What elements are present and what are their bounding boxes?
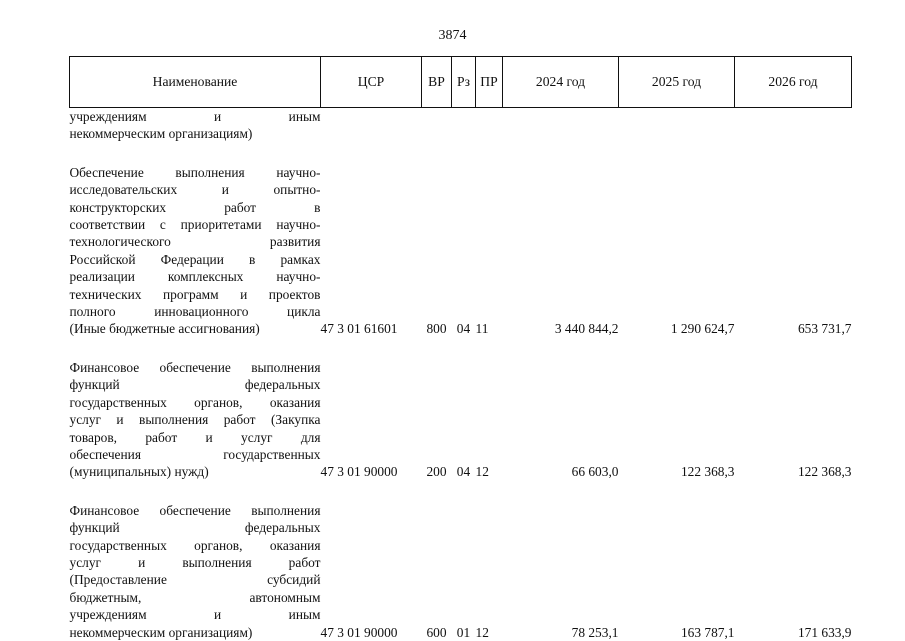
row-pr: 12 [475, 624, 489, 640]
row-csr [321, 108, 422, 143]
budget-table [69, 56, 852, 641]
row-rz [452, 108, 476, 143]
name-line: соответствии с приоритетами научно- [69, 217, 321, 233]
row-2025 [619, 108, 735, 143]
row-rz: 04 [456, 464, 471, 480]
header-2024: 2024 год [503, 57, 619, 108]
row-2025: 122 368,3 [680, 464, 735, 480]
name-line: обеспечения государственных [69, 446, 321, 462]
name-line: технических программ и проектов [69, 286, 321, 302]
table-row [70, 108, 852, 143]
header-2026: 2026 год [735, 57, 852, 108]
row-2024: 3 440 844,2 [554, 321, 619, 337]
name-line: учреждениям и иным [69, 607, 321, 623]
name-line: государственных органов, оказания [69, 394, 321, 410]
row-name [70, 502, 321, 641]
row-rz: 04 [456, 321, 471, 337]
name-line: реализации комплексных научно- [69, 269, 321, 285]
name-line: учреждениям и иным [69, 109, 321, 124]
header-vr: ВР [422, 57, 452, 108]
row-csr: 47 3 01 90000 [320, 464, 398, 480]
name-line: услуг и выполнения работ [69, 554, 321, 570]
name-line: конструкторских работ в [69, 199, 321, 215]
page-number: 3874 [438, 28, 467, 43]
header-rz: Рз [452, 57, 476, 108]
name-line: Обеспечение выполнения научно- [69, 164, 321, 180]
name-line: полного инновационного цикла [69, 304, 321, 320]
name-line: Финансовое обеспечение выполнения [69, 359, 321, 375]
table-row [70, 502, 852, 641]
name-line: (муниципальных) нужд) [69, 464, 209, 480]
row-2024: 78 253,1 [571, 624, 619, 640]
name-line: (Иные бюджетные ассигнования) [69, 321, 260, 337]
header-csr: ЦСР [321, 57, 422, 108]
table-row [70, 359, 852, 481]
row-csr: 47 3 01 61601 [320, 321, 398, 337]
row-rz: 01 [456, 624, 471, 640]
name-line: некоммерческим организациям) [69, 624, 253, 640]
name-line: Финансовое обеспечение выполнения [69, 502, 321, 518]
row-name [70, 164, 321, 338]
name-line: товаров, работ и услуг для [69, 429, 321, 445]
row-2026: 122 368,3 [797, 464, 852, 480]
name-line: государственных органов, оказания [69, 537, 321, 553]
row-2025: 1 290 624,7 [670, 321, 735, 337]
header-row [70, 57, 852, 108]
row-pr: 11 [475, 321, 489, 337]
row-vr: 800 [426, 321, 447, 337]
name-line: некоммерческим организациям) [69, 126, 253, 142]
row-2024 [503, 108, 619, 143]
name-line: функций федеральных [69, 520, 321, 536]
row-vr: 600 [426, 624, 447, 640]
header-2025: 2025 год [619, 57, 735, 108]
row-csr: 47 3 01 90000 [320, 624, 398, 640]
name-line: технологического развития [69, 234, 321, 250]
name-line: услуг и выполнения работ (Закупка [69, 412, 321, 428]
row-vr [422, 108, 452, 143]
row-pr: 12 [475, 464, 489, 480]
header-name: Наименование [70, 57, 321, 108]
header-pr: ПР [476, 57, 503, 108]
name-line: функций федеральных [69, 377, 321, 393]
row-2025: 163 787,1 [680, 624, 735, 640]
row-vr: 200 [426, 464, 447, 480]
row-name [70, 108, 321, 143]
row-name [70, 359, 321, 481]
row-2024: 66 603,0 [571, 464, 619, 480]
name-line: (Предоставление субсидий [69, 572, 321, 588]
name-line: Российской Федерации в рамках [69, 251, 321, 267]
row-2026 [735, 108, 852, 143]
row-2026: 653 731,7 [797, 321, 852, 337]
name-line: бюджетным, автономным [69, 589, 321, 605]
row-2026: 171 633,9 [797, 624, 852, 640]
name-line: исследовательских и опытно- [69, 182, 321, 198]
row-pr [476, 108, 503, 143]
table-row [70, 164, 852, 338]
